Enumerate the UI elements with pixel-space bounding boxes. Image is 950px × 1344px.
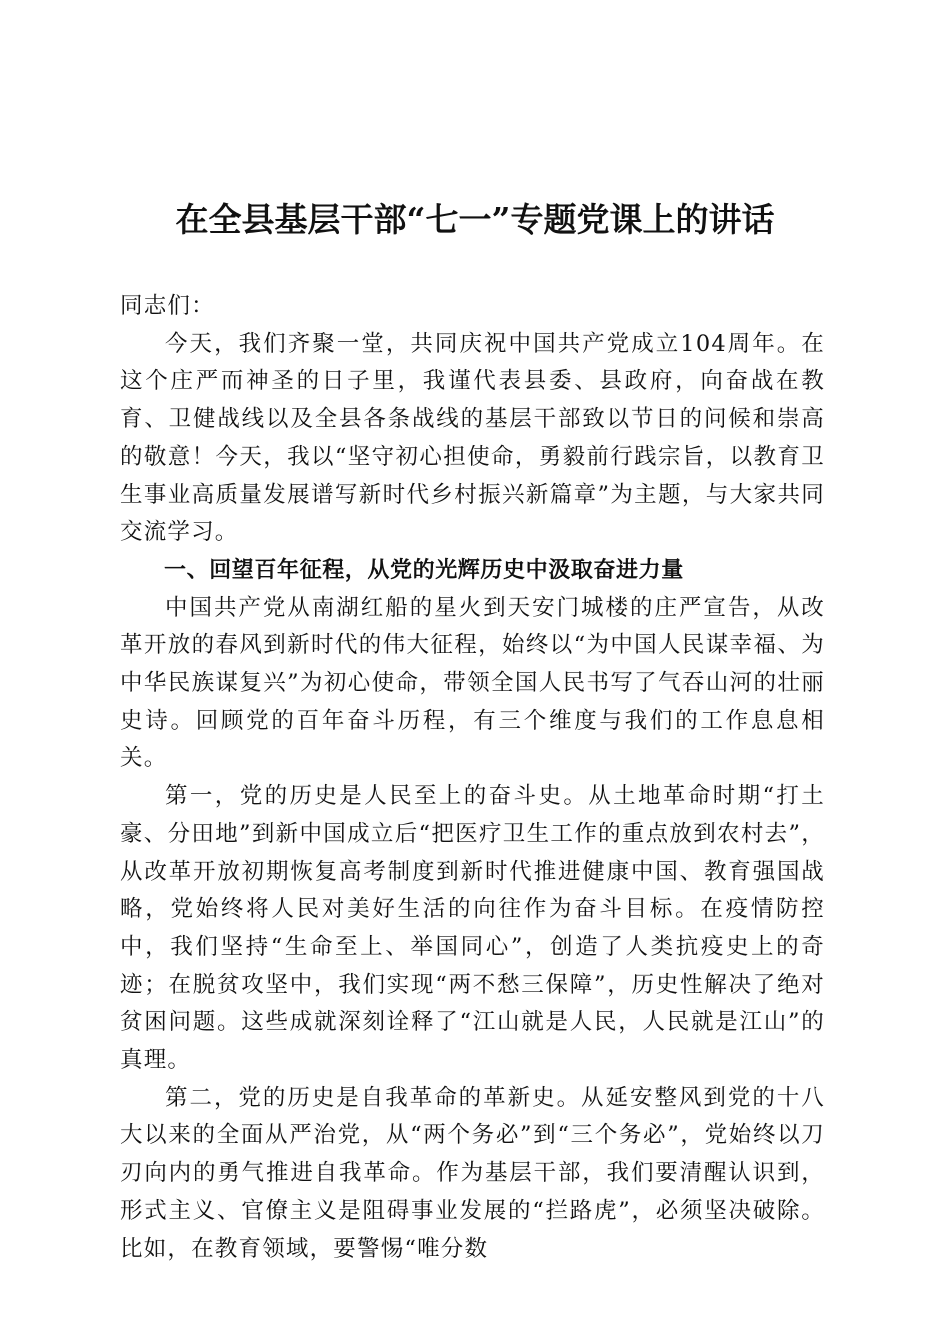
body-paragraph: 中国共产党从南湖红船的星火到天安门城楼的庄严宣告，从改革开放的春风到新时代的伟大征程，始终以“为中国人民谋幸福、为中华民族谋复兴”为初心使命，带领全国人民书写了气吞山河的壮丽史诗。回顾党的百年奋斗历程，有三个维度与我们的工作息息相关。	[120, 594, 825, 772]
body-paragraph: 第二，党的历史是自我革命的革新史。从延安整风到党的十八大以来的全面从严治党，从“两个务必”到“三个务必”，党始终以刀刃向内的勇气推进自我革命。作为基层干部，我们要清醒认识到，形式主义、官僚主义是阻碍事业发展的“拦路虎”，必须坚决破除。比如，在教育领域，要警惕“唯分数	[120, 1084, 825, 1262]
salutation: 同志们：	[120, 293, 215, 319]
document-body	[120, 288, 825, 1268]
section-heading: 一、回望百年征程，从党的光辉历史中汲取奋进力量	[164, 557, 684, 583]
document-title: 在全县基层干部“七一”专题党课上的讲话	[175, 200, 775, 239]
intro-paragraph: 今天，我们齐聚一堂，共同庆祝中国共产党成立104周年。在这个庄严而神圣的日子里，我谨代表县委、县政府，向奋战在教育、卫健战线以及全县各条战线的基层干部致以节日的问候和崇高的敬意！今天，我以“坚守初心担使命，勇毅前行践宗旨，以教育卫生事业高质量发展谱写新时代乡村振兴新篇章”为主题，与大家共同交流学习。	[120, 330, 825, 546]
body-paragraph: 第一，党的历史是人民至上的奋斗史。从土地革命时期“打土豪、分田地”到新中国成立后“把医疗卫生工作的重点放到农村去”，从改革开放初期恢复高考制度到新时代推进健康中国、教育强国战略，党始终将人民对美好生活的向往作为奋斗目标。在疫情防控中，我们坚持“生命至上、举国同心”，创造了人类抗疫史上的奇迹；在脱贫攻坚中，我们实现“两不愁三保障”，历史性解决了绝对贫困问题。这些成就深刻诠释了“江山就是人民，人民就是江山”的真理。	[120, 783, 825, 1074]
